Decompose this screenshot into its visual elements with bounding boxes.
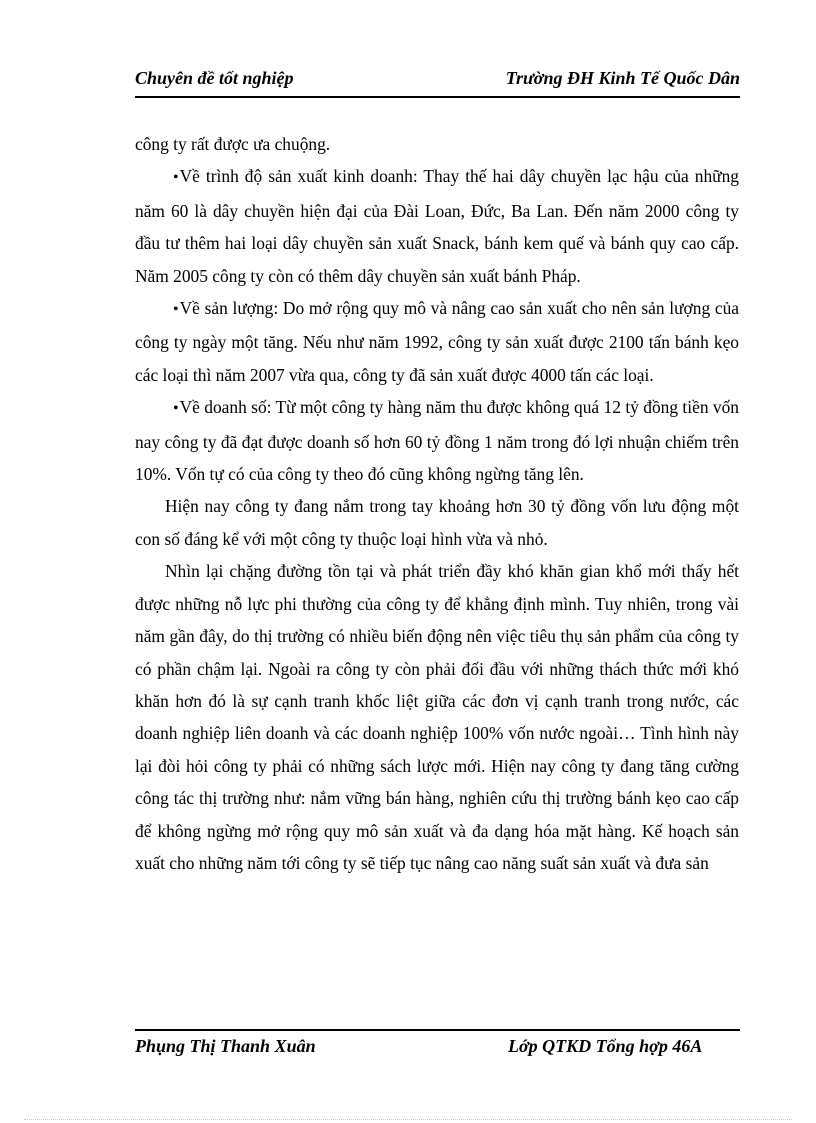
bullet-icon: • xyxy=(173,301,179,319)
footer-author: Phụng Thị Thanh Xuân xyxy=(135,1036,316,1056)
bullet-icon: • xyxy=(173,400,179,418)
paragraph-production-technology xyxy=(135,160,739,292)
page-body xyxy=(135,128,739,879)
page-footer xyxy=(135,1036,740,1062)
header-document-type: Chuyên đề tốt nghiệp xyxy=(135,68,294,88)
page-edge-dotted-line xyxy=(24,1119,792,1120)
paragraph-text: Về sản lượng: Do mở rộng quy mô và nâng cao sản xuất cho nên sản lượng của công ty ngày một tăng. Nếu như năm 1992, công ty sản xuất được 2100 tấn bánh kẹo các loại thì năm 2007 vừa qua, công ty đã sản xuất được 4000 tấn các loại. xyxy=(135,298,739,385)
bullet-icon: • xyxy=(173,169,179,187)
paragraph-outlook: Nhìn lại chặng đường tồn tại và phát triển đầy khó khăn gian khổ mới thấy hết được những nỗ lực phi thường của công ty để khẳng định mình. Tuy nhiên, trong vài năm gần đây, do thị trường có nhiều biến động nên việc tiêu thụ sản phẩm của công ty có phần chậm lại. Ngoài ra công ty còn phải đối đầu với những thách thức mới khó khăn hơn đó là sự cạnh tranh khốc liệt giữa các đơn vị cạnh tranh trong nước, các doanh nghiệp liên doanh và các doanh nghiệp 100% vốn nước ngoài… Tình hình này lại đòi hỏi công ty phải có những sách lược mới. Hiện nay công ty đang tăng cường công tác thị trường như: nắm vững bán hàng, nghiên cứu thị trường bánh kẹo cao cấp để không ngừng mở rộng quy mô sản xuất và đa dạng hóa mặt hàng. Kế hoạch sản xuất cho những năm tới công ty sẽ tiếp tục nâng cao năng suất sản xuất và đưa sản xyxy=(135,561,739,873)
header-university: Trường ĐH Kinh Tế Quốc Dân xyxy=(505,68,740,88)
footer-divider xyxy=(135,1029,740,1031)
paragraph-revenue xyxy=(135,391,739,490)
paragraph-text: Về trình độ sản xuất kinh doanh: Thay thế hai dây chuyền lạc hậu của những năm 60 là dây chuyền hiện đại của Đài Loan, Đức, Ba Lan. Đến năm 2000 công ty đầu tư thêm hai loại dây chuyền sản xuất Snack, bánh kem quế và bánh quy cao cấp. Năm 2005 công ty còn có thêm dây chuyền sản xuất bánh Pháp. xyxy=(135,166,739,286)
paragraph-working-capital: Hiện nay công ty đang nắm trong tay khoảng hơn 30 tỷ đồng vốn lưu động một con số đáng kể với một công ty thuộc loại hình vừa và nhỏ. xyxy=(135,496,739,549)
header-divider xyxy=(135,96,740,98)
paragraph-continuation: công ty rất được ưa chuộng. xyxy=(135,134,331,154)
paragraph-output xyxy=(135,292,739,391)
page-header xyxy=(135,68,740,96)
paragraph-text: Về doanh số: Từ một công ty hàng năm thu được không quá 12 tỷ đồng tiền vốn nay công ty đã đạt được doanh số hơn 60 tỷ đồng 1 năm trong đó lợi nhuận chiếm trên 10%. Vốn tự có của công ty theo đó cũng không ngừng tăng lên. xyxy=(135,397,739,485)
footer-class: Lớp QTKD Tổng hợp 46A xyxy=(508,1036,703,1056)
